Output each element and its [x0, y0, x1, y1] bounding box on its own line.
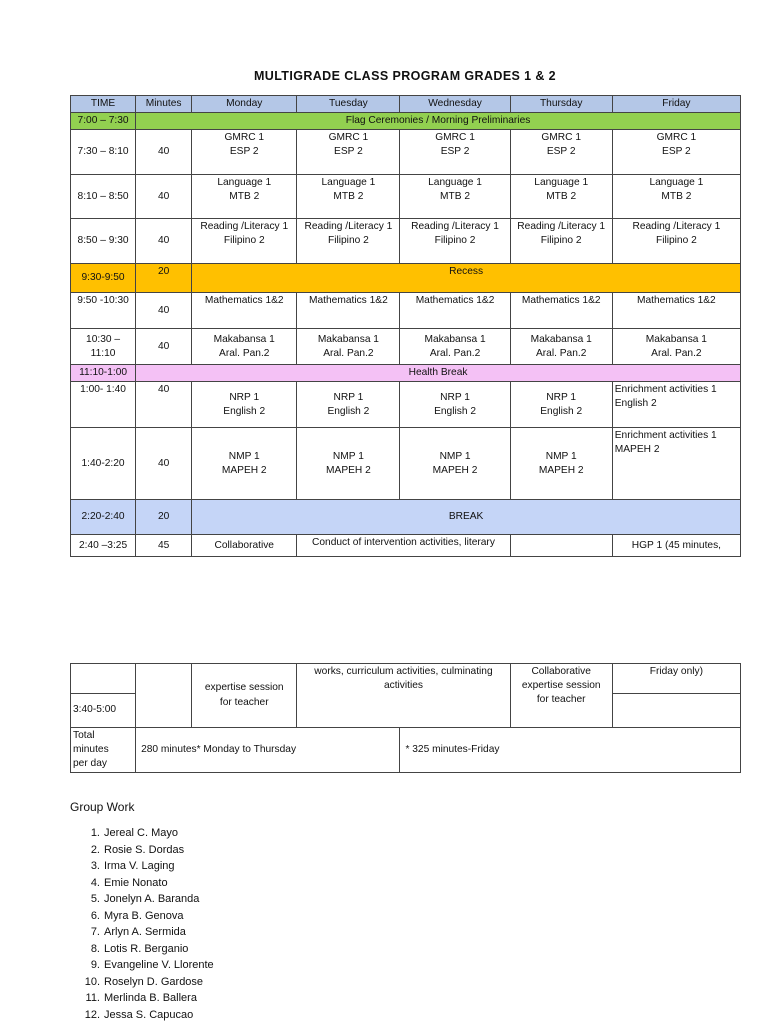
activity-line: Conduct of intervention activities, literary [312, 537, 495, 549]
list-item [84, 974, 214, 991]
list-number: 7. [90, 926, 100, 938]
thursday-cell [510, 664, 612, 728]
monday-cell: Mathematics 1&2 [192, 293, 297, 329]
time-cell: 1:40-2:20 [71, 428, 136, 500]
minutes-cell [136, 664, 192, 728]
monday-cell [192, 382, 297, 428]
wednesday-cell [400, 329, 510, 365]
header-time: TIME [71, 96, 136, 113]
tuesday-cell [297, 175, 400, 219]
list-number: 4. [90, 876, 100, 889]
subject-line: Makabansa 1 [213, 333, 275, 345]
makabansa-row [71, 329, 741, 365]
monday-cell [192, 130, 297, 175]
subject-line: NRP 1 [546, 391, 577, 403]
subject-line: NRP 1 [229, 391, 260, 403]
tuesday-cell [297, 382, 400, 428]
member-name: Merlinda B. Ballera [104, 992, 197, 1004]
header-thursday: Thursday [510, 96, 612, 113]
activity-line: works, curriculum activities, culminating [314, 666, 493, 677]
subject-line: ESP 2 [229, 146, 259, 158]
subject-line: Filipino 2 [223, 235, 265, 247]
thursday-cell [510, 219, 612, 264]
wednesday-cell [400, 219, 510, 264]
subject-line: NMP 1 [228, 450, 260, 462]
tuesday-wednesday-cell [297, 664, 510, 728]
subject-line: English 2 [327, 405, 370, 417]
activity-line: expertise session [521, 680, 601, 692]
subject-line: GMRC 1 [435, 132, 475, 144]
friday-cell: Mathematics 1&2 [612, 293, 740, 329]
subject-line: MAPEH 2 [432, 464, 478, 476]
subject-line: NRP 1 [333, 391, 364, 403]
subject-line: Filipino 2 [434, 235, 476, 247]
list-number: 6. [90, 909, 100, 922]
monday-cell [192, 175, 297, 219]
total-friday: * 325 minutes-Friday [400, 728, 741, 773]
break-band: BREAK [192, 500, 741, 535]
list-item [90, 924, 214, 941]
mathematics-row [71, 293, 741, 329]
subject-line: MTB 2 [333, 191, 364, 203]
list-number: 3. [90, 860, 100, 872]
subject-line: Aral. Pan.2 [651, 347, 702, 359]
total-monday-thursday: 280 minutes* Monday to Thursday [136, 728, 400, 773]
list-number: 11. [85, 992, 100, 1004]
minutes-cell: 40 [136, 175, 192, 219]
recess-row [71, 264, 741, 293]
time-line: 10:30 – [86, 333, 121, 345]
list-item [90, 941, 214, 958]
list-item [90, 842, 214, 859]
language-row [71, 175, 741, 219]
subject-line: NMP 1 [439, 450, 471, 462]
gmrc-row [71, 130, 741, 175]
subject-line: Filipino 2 [655, 235, 697, 247]
minutes-cell: 20 [136, 500, 192, 535]
tuesday-cell: Mathematics 1&2 [297, 293, 400, 329]
minutes-cell: 45 [136, 535, 192, 557]
friday-cell [612, 329, 740, 365]
subject-line: Reading /Literacy 1 [411, 221, 499, 233]
subject-line: English 2 [223, 405, 266, 417]
friday-cell [612, 428, 740, 500]
group-work-title: Group Work [70, 800, 135, 814]
subject-line: Makabansa 1 [424, 333, 486, 345]
list-item [90, 858, 214, 875]
thursday-cell [510, 428, 612, 500]
class-program-table [70, 95, 741, 557]
flag-ceremony-band: Flag Ceremonies / Morning Preliminaries [136, 113, 741, 130]
recess-band: Recess [192, 264, 741, 293]
member-name: Jessa S. Capucao [104, 1008, 194, 1021]
list-item [85, 990, 214, 1007]
class-program-table-continued [70, 663, 741, 773]
time-cell: 7:30 – 8:10 [71, 130, 136, 175]
member-name: Irma V. Laging [104, 860, 175, 872]
subject-line: ESP 2 [440, 146, 470, 158]
list-item [90, 957, 214, 974]
time-cell [71, 664, 136, 694]
wednesday-cell [400, 428, 510, 500]
header-wednesday: Wednesday [400, 96, 510, 113]
member-name: Lotis R. Berganio [104, 942, 189, 955]
subject-line: English 2 [434, 405, 476, 417]
member-name: Arlyn A. Sermida [104, 926, 186, 938]
activity-line: Collaborative [531, 666, 591, 677]
subject-line: GMRC 1 [656, 132, 697, 144]
time-cell: 9:50 -10:30 [71, 293, 136, 329]
nrp-row [71, 382, 741, 428]
time-cell: 2:20-2:40 [71, 500, 136, 535]
subject-line: MTB 2 [546, 191, 577, 203]
subject-line: NMP 1 [545, 450, 577, 462]
subject-line: Language 1 [534, 177, 589, 189]
list-number: 2. [90, 843, 100, 856]
friday-cell [612, 130, 740, 175]
tuesday-cell [297, 329, 400, 365]
friday-cell [612, 219, 740, 264]
subject-line: Enrichment activities 1 [614, 384, 717, 396]
subject-line: Aral. Pan.2 [323, 347, 374, 359]
thursday-cell: Mathematics 1&2 [510, 293, 612, 329]
thursday-cell [510, 130, 612, 175]
tuesday-cell [297, 130, 400, 175]
time-cell: 7:00 – 7:30 [71, 113, 136, 130]
tuesday-cell [297, 428, 400, 500]
subject-line: English 2 [614, 398, 657, 410]
activity-line: for teacher [219, 696, 269, 708]
health-break-band: Health Break [136, 365, 741, 382]
subject-line: English 2 [540, 405, 583, 417]
subject-line: ESP 2 [334, 146, 363, 158]
page-title: MULTIGRADE CLASS PROGRAM GRADES 1 & 2 [253, 69, 557, 83]
subject-line: Enrichment activities 1 [614, 430, 717, 442]
list-number: 1. [90, 827, 100, 839]
time-cell: 8:10 – 8:50 [71, 175, 136, 219]
wednesday-cell [400, 175, 510, 219]
member-name: Evangeline V. Llorente [104, 959, 214, 971]
friday-cell [612, 175, 740, 219]
total-label-cell [71, 728, 136, 773]
friday-cell [612, 382, 740, 428]
member-name: Jonelyn A. Baranda [104, 893, 200, 905]
tuesday-wednesday-cell [297, 535, 510, 557]
list-item [90, 908, 214, 925]
subject-line: Language 1 [428, 177, 482, 189]
monday-cell [192, 219, 297, 264]
subject-line: MTB 2 [229, 191, 260, 203]
friday-cell: Friday only) [612, 664, 740, 694]
subject-line: MAPEH 2 [221, 464, 267, 476]
subject-line: Language 1 [649, 177, 704, 189]
subject-line: Language 1 [217, 177, 272, 189]
list-item [84, 1007, 214, 1024]
total-label-line: Total [73, 730, 95, 741]
total-minutes-row [71, 728, 741, 773]
subject-line: Reading /Literacy 1 [200, 221, 289, 233]
member-name: Myra B. Genova [104, 909, 184, 922]
minutes-cell: 40 [136, 219, 192, 264]
collaborative-row [71, 535, 741, 557]
time-cell: 2:40 –3:25 [71, 535, 136, 557]
flag-ceremony-row [71, 113, 741, 130]
subject-line: ESP 2 [546, 146, 576, 158]
minutes-cell: 40 [136, 130, 192, 175]
minutes-cell: 20 [136, 264, 192, 293]
wednesday-cell [400, 382, 510, 428]
list-number: 8. [90, 942, 100, 955]
list-item [90, 875, 214, 892]
subject-line: Reading /Literacy 1 [517, 221, 606, 233]
member-name: Jereal C. Mayo [104, 827, 178, 839]
activity-line: for teacher [536, 694, 586, 706]
subject-line: ESP 2 [662, 146, 691, 158]
subject-line: MTB 2 [661, 191, 692, 203]
activity-line: expertise session [204, 682, 284, 694]
header-minutes: Minutes [136, 96, 192, 113]
thursday-cell [510, 382, 612, 428]
member-name: Emie Nonato [104, 876, 168, 889]
subject-line: Reading /Literacy 1 [632, 221, 721, 233]
thursday-cell [510, 175, 612, 219]
subject-line: Aral. Pan.2 [535, 347, 587, 359]
subject-line: Filipino 2 [540, 235, 582, 247]
subject-line: GMRC 1 [224, 132, 265, 144]
wednesday-cell [400, 130, 510, 175]
subject-line: Reading /Literacy 1 [304, 221, 393, 233]
monday-cell [192, 664, 297, 728]
subject-line: Aral. Pan.2 [429, 347, 481, 359]
minutes-cell: 40 [136, 329, 192, 365]
total-label-line: minutes [73, 744, 109, 756]
group-member-list [84, 825, 214, 1023]
subject-line: Makabansa 1 [645, 333, 707, 345]
header-monday: Monday [192, 96, 297, 113]
subject-line: MAPEH 2 [326, 464, 371, 476]
health-break-row [71, 365, 741, 382]
thursday-cell [510, 535, 612, 557]
time-line: 11:10 [90, 347, 116, 359]
minutes-cell: 40 [136, 382, 192, 428]
time-cell: 1:00- 1:40 [71, 382, 136, 428]
break-row [71, 500, 741, 535]
subject-line: GMRC 1 [328, 132, 369, 144]
total-label-line: per day [73, 758, 107, 770]
member-name: Rosie S. Dordas [104, 843, 185, 856]
thursday-cell [510, 329, 612, 365]
subject-line: NMP 1 [332, 450, 364, 462]
continued-row [71, 664, 741, 694]
subject-line: Aral. Pan.2 [219, 347, 270, 359]
subject-line: Language 1 [321, 177, 376, 189]
time-cell: 8:50 – 9:30 [71, 219, 136, 264]
header-friday: Friday [612, 96, 740, 113]
subject-line: Filipino 2 [328, 235, 369, 247]
monday-cell [192, 329, 297, 365]
nmp-row [71, 428, 741, 500]
friday-cell: HGP 1 (45 minutes, [612, 535, 740, 557]
time-cell [71, 329, 136, 365]
subject-line: MAPEH 2 [614, 444, 660, 456]
member-name: Roselyn D. Gardose [104, 975, 204, 988]
list-number: 10. [84, 975, 100, 988]
list-item [90, 825, 214, 842]
subject-line: NRP 1 [440, 391, 470, 403]
friday-cell [612, 694, 740, 728]
header-tuesday: Tuesday [297, 96, 400, 113]
minutes-cell: 40 [136, 428, 192, 500]
list-number: 12. [84, 1008, 100, 1021]
list-number: 5. [90, 893, 100, 905]
monday-cell: Collaborative [192, 535, 297, 557]
list-item [90, 891, 214, 908]
activity-line: activities [383, 680, 424, 692]
time-cell: 11:10-1:00 [71, 365, 136, 382]
time-cell: 3:40-5:00 [71, 694, 136, 728]
reading-row [71, 219, 741, 264]
time-cell: 9:30-9:50 [71, 264, 136, 293]
minutes-cell: 40 [136, 293, 192, 329]
wednesday-cell: Mathematics 1&2 [400, 293, 510, 329]
subject-line: GMRC 1 [541, 132, 581, 144]
header-row [71, 96, 741, 113]
subject-line: Makabansa 1 [317, 333, 379, 345]
tuesday-cell [297, 219, 400, 264]
subject-line: MTB 2 [440, 191, 471, 203]
subject-line: MAPEH 2 [538, 464, 584, 476]
monday-cell [192, 428, 297, 500]
subject-line: Makabansa 1 [530, 333, 592, 345]
list-number: 9. [90, 959, 100, 971]
